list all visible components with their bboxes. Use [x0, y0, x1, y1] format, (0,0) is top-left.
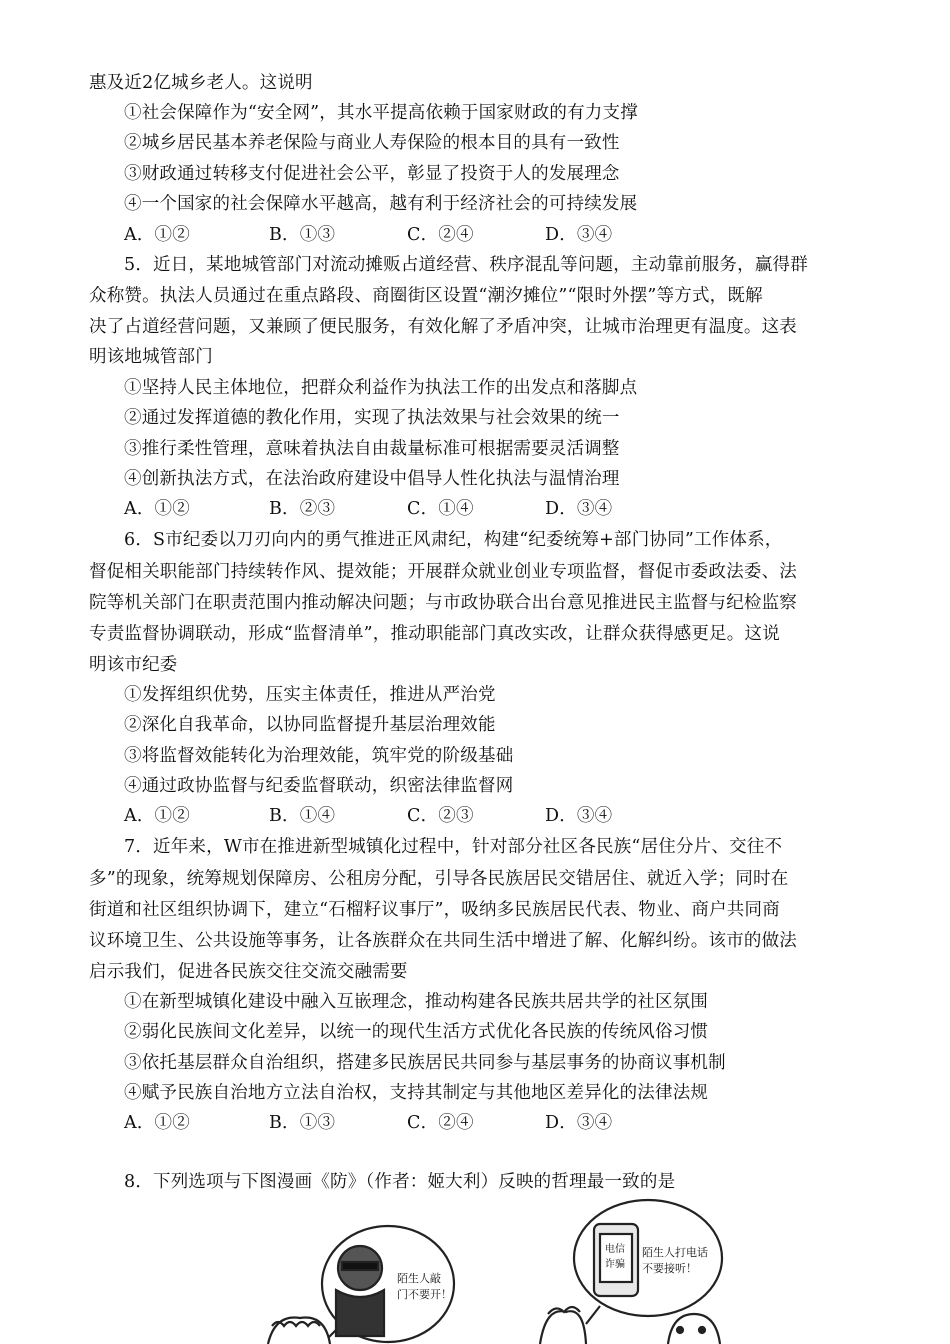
- q4-options: [124, 220, 612, 250]
- q4-option-c: C．②④: [407, 225, 474, 245]
- q5-option-a: A．①②: [124, 499, 190, 519]
- q6-statement-2: ②深化自我革命，以协同监督提升基层治理效能: [124, 715, 496, 735]
- q6-stem-5: 明该市纪委: [89, 655, 178, 675]
- left-bubble-line-1: 陌生人敲: [397, 1272, 441, 1285]
- q6-stem-2: 督促相关职能部门持续转作风、提效能；开展群众就业创业专项监督，督促市委政法委、法: [89, 562, 797, 582]
- q7-option-c: C．②④: [407, 1113, 474, 1133]
- q7-stem-1: 7．近年来，W市在推进新型城镇化过程中，针对部分社区各民族“居住分片、交往不: [124, 837, 783, 857]
- q5-option-d: D．③④: [545, 499, 613, 519]
- q7-stem-5: 启示我们，促进各民族交往交流交融需要: [89, 962, 408, 982]
- q5-statement-1: ①坚持人民主体地位，把群众利益作为执法工作的出发点和落脚点: [124, 378, 638, 398]
- q5-stem-1: 5．近日，某地城管部门对流动摊贩占道经营、秩序混乱等问题，主动靠前服务，赢得群: [124, 255, 808, 275]
- q7-stem-4: 议环境卫生、公共设施等事务，让各族群众在共同生活中增进了解、化解纠纷。该市的做法: [89, 931, 797, 951]
- left-bubble-line-2: 门不要开！: [397, 1288, 452, 1301]
- q4-option-a: A．①②: [124, 225, 190, 245]
- q6-option-a: A．①②: [124, 806, 190, 826]
- right-bubble-line-1: 陌生人打电话: [642, 1246, 708, 1259]
- q6-option-c: C．②③: [407, 806, 474, 826]
- q7-options: [124, 1108, 612, 1138]
- right-character-icon: [668, 1314, 720, 1344]
- q5-option-b: B．②③: [269, 499, 336, 519]
- q6-stem-4: 专责监督协调联动，形成“监督清单”，推动职能部门真改实改，让群众获得感更足。这说: [89, 624, 780, 644]
- q5-options: [124, 494, 612, 524]
- q4-option-d: D．③④: [545, 225, 613, 245]
- q5-stem-4: 明该地城管部门: [89, 347, 213, 367]
- q4-statement-2: ②城乡居民基本养老保险与商业人寿保险的根本目的具有一致性: [124, 133, 620, 153]
- q5-option-c: C．①④: [407, 499, 474, 519]
- q5-stem-3: 决了占道经营问题，又兼顾了便民服务，有效化解了矛盾冲突，让城市治理更有温度。这表: [89, 317, 797, 337]
- q6-stem-3: 院等机关部门在职责范围内推动解决问题；与市政协联合出台意见推进民主监督与纪检监察: [89, 593, 797, 613]
- q4-statement-3: ③财政通过转移支付促进社会公平，彰显了投资于人的发展理念: [124, 164, 620, 184]
- cartoon-illustration: [0, 1196, 950, 1344]
- q4-option-b: B．①③: [269, 225, 336, 245]
- q4-statement-4: ④一个国家的社会保障水平越高，越有利于经济社会的可持续发展: [124, 194, 638, 214]
- right-bubble-line-2: 不要接听！: [642, 1262, 697, 1275]
- q6-statement-1: ①发挥组织优势，压实主体责任，推进从严治党: [124, 685, 496, 705]
- phone-line-1: 电信: [605, 1244, 625, 1255]
- q6-statement-3: ③将监督效能转化为治理效能，筑牢党的阶级基础: [124, 746, 514, 766]
- q8-stem: 8．下列选项与下图漫画《防》（作者：姬大利）反映的哲理最一致的是: [124, 1172, 676, 1192]
- q5-statement-4: ④创新执法方式，在法治政府建设中倡导人性化执法与温情治理: [124, 469, 620, 489]
- q7-stem-3: 街道和社区组织协调下，建立“石榴籽议事厅”，吸纳多民族居民代表、物业、商户共同商: [89, 900, 780, 920]
- q7-option-d: D．③④: [545, 1113, 613, 1133]
- q5-statement-2: ②通过发挥道德的教化作用，实现了执法效果与社会效果的统一: [124, 408, 620, 428]
- phone-line-2: 诈骗: [605, 1259, 625, 1270]
- q5-statement-3: ③推行柔性管理，意味着执法自由裁量标准可根据需要灵活调整: [124, 439, 620, 459]
- q6-option-d: D．③④: [545, 806, 613, 826]
- q7-statement-1: ①在新型城镇化建设中融入互嵌理念，推动构建各民族共居共学的社区氛围: [124, 992, 709, 1012]
- q5-stem-2: 众称赞。执法人员通过在重点路段、商圈街区设置“潮汐摊位”“限时外摆”等方式，既解: [89, 286, 763, 306]
- q6-options: [124, 801, 612, 831]
- q7-statement-3: ③依托基层群众自治组织，搭建多民族居民共同参与基层事务的协商议事机制: [124, 1053, 726, 1073]
- q7-stem-2: 多”的现象，统筹规划保障房、公租房分配，引导各民族居民交错居住、就近入学；同时在: [89, 869, 789, 889]
- q7-statement-4: ④赋予民族自治地方立法自治权，支持其制定与其他地区差异化的法律法规: [124, 1083, 709, 1103]
- q7-option-a: A．①②: [124, 1113, 190, 1133]
- q7-option-b: B．①③: [269, 1113, 336, 1133]
- q6-statement-4: ④通过政协监督与纪委监督联动，织密法律监督网: [124, 776, 514, 796]
- q6-stem-1: 6．S市纪委以刀刃向内的勇气推进正风肃纪，构建“纪委统筹+部门协同”工作体系，: [124, 530, 783, 550]
- q7-statement-2: ②弱化民族间文化差异，以统一的现代生活方式优化各民族的传统风俗习惯: [124, 1022, 709, 1042]
- q4-statement-1: ①社会保障作为“安全网”，其水平提高依赖于国家财政的有力支撑: [124, 103, 638, 123]
- intro-line: 惠及近2亿城乡老人。这说明: [89, 73, 313, 93]
- q6-option-b: B．①④: [269, 806, 336, 826]
- middle-character-icon: [540, 1311, 586, 1344]
